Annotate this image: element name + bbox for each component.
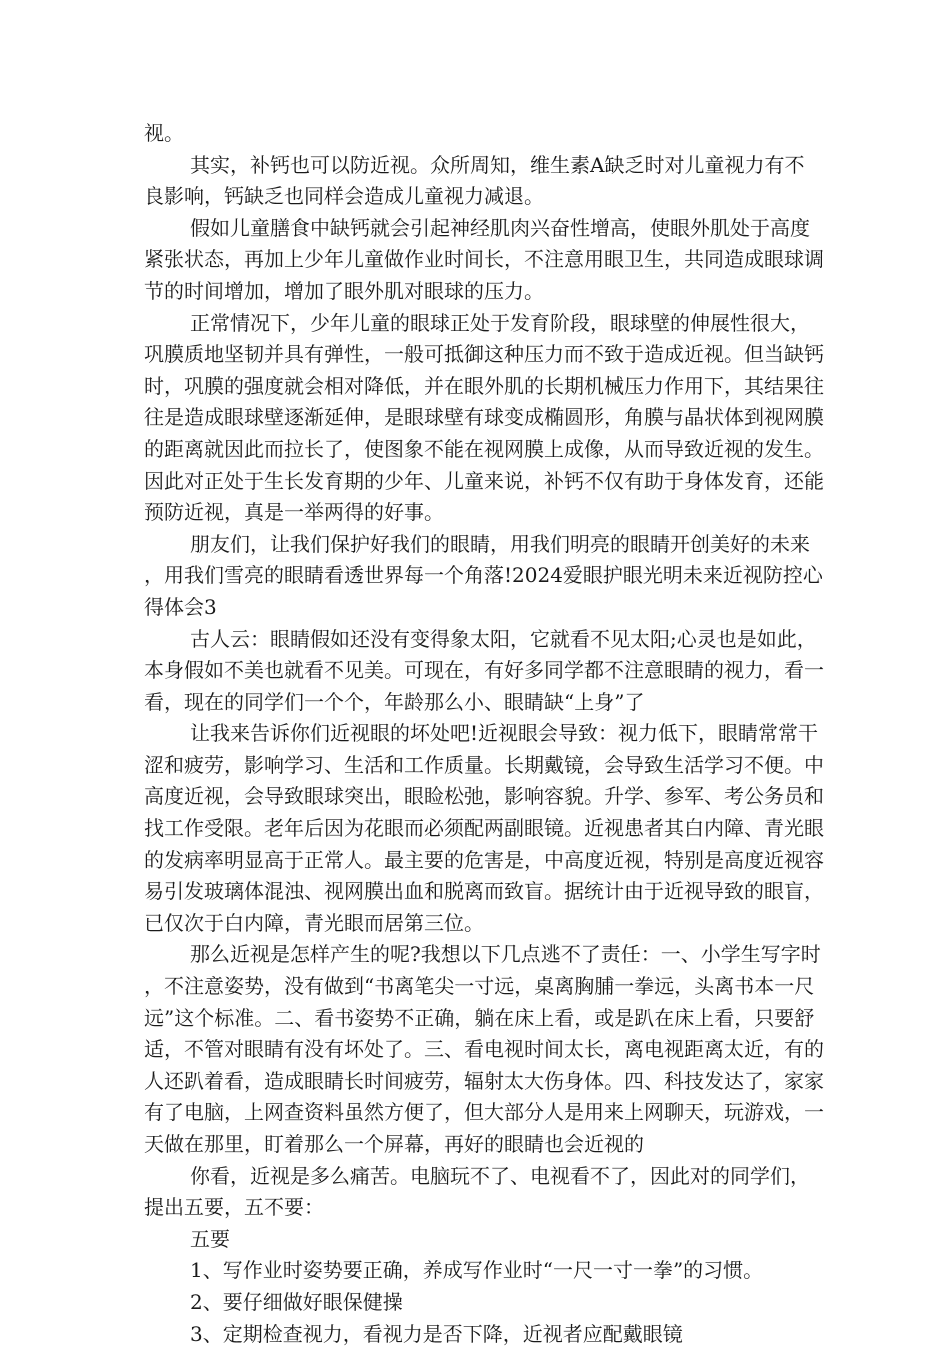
document-body xyxy=(144,118,824,1350)
list-item-3: 3、定期检查视力，看视力是否下降，近视者应配戴眼镜 xyxy=(190,1321,683,1346)
list-item-1: 1、写作业时姿势要正确，养成写作业时“一尺一寸一拳”的习惯。 xyxy=(190,1258,764,1283)
list-item-2: 2、要仔细做好眼保健操 xyxy=(190,1289,403,1314)
paragraph-3: 假如儿童膳食中缺钙就会引起神经肌肉兴奋性增高，使眼外肌处于高度紧张状态，再加上少年儿童做作业时间长，不注意用眼卫生，共同造成眼球调节的时间增加，增加了眼外肌对眼球的压力。 xyxy=(144,215,824,303)
paragraph-1: 视。 xyxy=(144,121,184,145)
paragraph-7: 让我来告诉你们近视眼的坏处吧!近视眼会导致：视力低下，眼睛常常干涩和疲劳，影响学习、生活和工作质量。长期戴镜，会导致生活学习不便。中高度近视，会导致眼球突出，眼睑松弛，影响容貌。升学、参军、考公务员和找工作受限。老年后因为花眼而必须配两副眼镜。近视患者其白内障、青光眼的发病率明显高于正常人。最主要的危害是，中高度近视，特别是高度近视容易引发玻璃体混浊、视网膜出血和脱离而致盲。据统计由于近视导致的眼盲，已仅次于白内障，青光眼而居第三位。 xyxy=(144,721,824,935)
paragraph-4: 正常情况下，少年儿童的眼球正处于发育阶段，眼球壁的伸展性很大，巩膜质地坚韧并具有弹性，一般可抵御这种压力而不致于造成近视。但当缺钙时，巩膜的强度就会相对降低，并在眼外肌的长期机械压力作用下，其结果往往是造成眼球壁逐渐延伸，是眼球壁有球变成椭圆形，角膜与晶状体到视网膜的距离就因此而拉长了，使图象不能在视网膜上成像，从而导致近视的发生。因此对正处于生长发育期的少年、儿童来说，补钙不仅有助于身体发育，还能预防近视，真是一举两得的好事。 xyxy=(144,310,824,525)
section-heading-five-musts: 五要 xyxy=(190,1226,230,1251)
paragraph-2: 其实，补钙也可以防近视。众所周知，维生素A缺乏时对儿童视力有不良影响，钙缺乏也同样会造成儿童视力减退。 xyxy=(144,152,805,209)
paragraph-8: 那么近视是怎样产生的呢?我想以下几点逃不了责任：一、小学生写字时，不注意姿势，没有做到“书离笔尖一寸远，桌离胸脯一拳远，头离书本一尺远”这个标准。二、看书姿势不正确，躺在床上看，或是趴在床上看，只要舒适，不管对眼睛有没有坏处了。三、看电视时间太长，离电视距离太近，有的人还趴着看，造成眼睛长时间疲劳，辐射太大伤身体。四、科技发达了，家家有了电脑，上网查资料虽然方便了，但大部分人是用来上网聊天，玩游戏，一天做在那里，盯着那么一个屏幕，再好的眼睛也会近视的 xyxy=(144,942,824,1156)
paragraph-5: 朋友们，让我们保护好我们的眼睛，用我们明亮的眼睛开创美好的未来，用我们雪亮的眼睛看透世界每一个角落!2024爱眼护眼光明未来近视防控心得体会3 xyxy=(144,531,823,619)
paragraph-9: 你看，近视是多么痛苦。电脑玩不了、电视看不了，因此对的同学们，提出五要，五不要： xyxy=(144,1163,810,1220)
paragraph-6: 古人云：眼睛假如还没有变得象太阳，它就看不见太阳;心灵也是如此，本身假如不美也就看不见美。可现在，有好多同学都不注意眼睛的视力，看一看，现在的同学们一个个，年龄那么小、眼睛缺“上身”了 xyxy=(144,626,824,714)
